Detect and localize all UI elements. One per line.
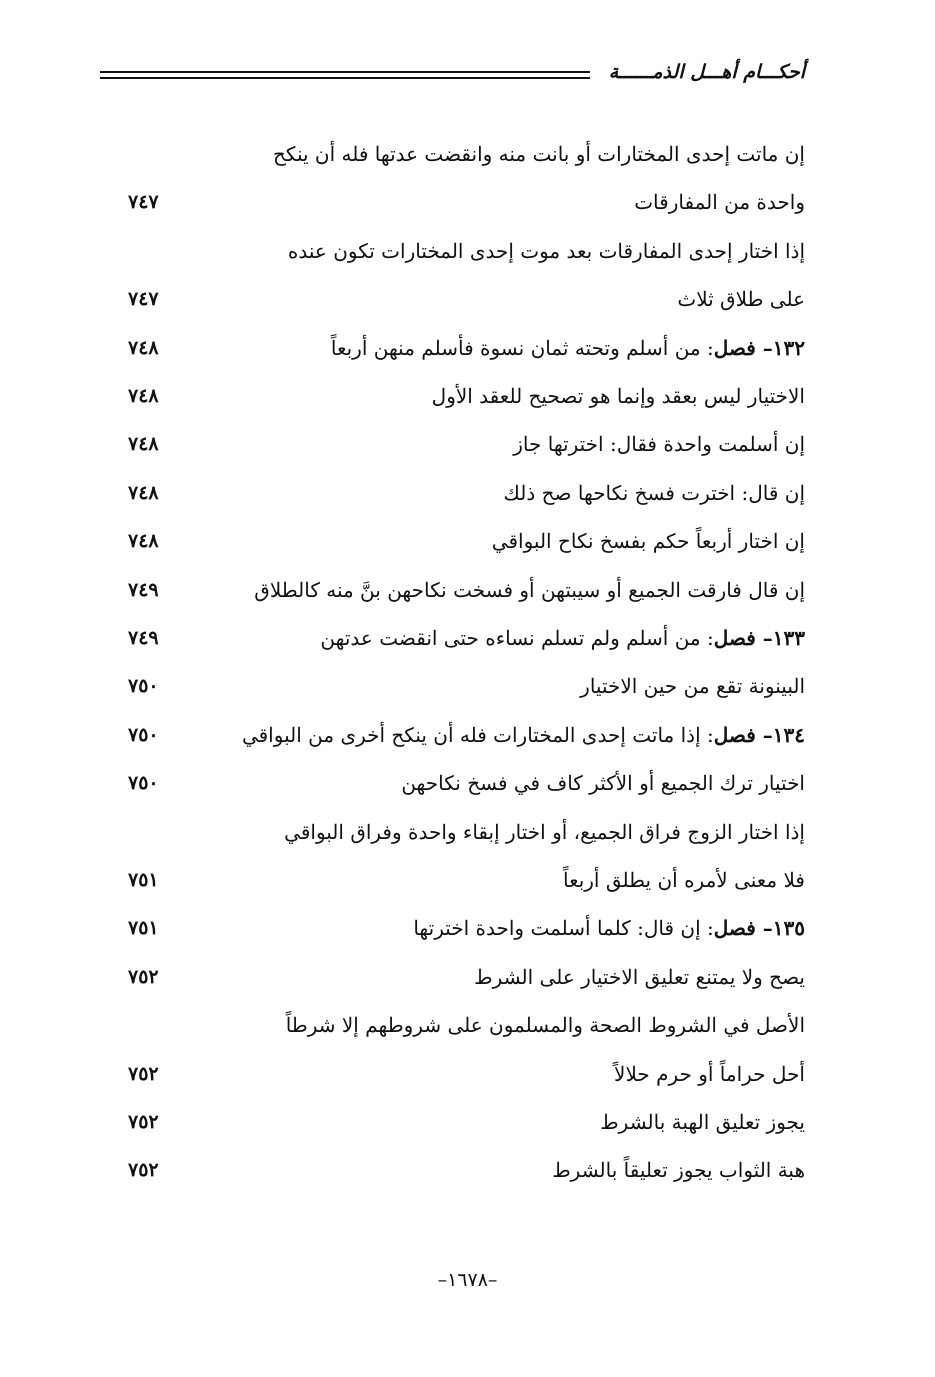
entry-title: إن أسلمت واحدة فقال: اخترتها جاز [513,432,805,457]
toc-entry [0,428,935,472]
entry-title: إذا اختار الزوج فراق الجميع، أو اختار إبقاء واحدة وفراق البواقي [284,819,805,844]
entry-title: إن ماتت إحدى المختارات أو بانت منه وانقضت عدتها فله أن ينكح [272,142,805,166]
toc-entry [0,719,935,763]
entry-page-number: ٧٤٩ [128,627,159,649]
entry-page-number: ٧٤٨ [128,433,159,456]
toc-entry-text [634,186,805,218]
toc-entry-text [273,138,805,170]
toc-entry-text [552,1154,805,1186]
toc-entry [0,477,935,521]
entry-title: على طلاق ثلاث [677,287,805,312]
section-label: فصل [713,722,756,747]
toc-entry-text [286,1009,805,1041]
toc-entry-text [677,283,805,315]
toc-entry-text [413,912,805,944]
entry-page-number: ٧٤٧ [128,288,159,311]
running-header [100,58,805,98]
running-title: أحكـــام أهـــل الذمــــــة [608,61,805,83]
section-label: فصل [713,335,756,360]
entry-page-number: ٧٤٧ [128,191,159,214]
toc-entry-text [474,961,805,993]
entry-page-number: ٧٤٨ [128,481,159,504]
entry-title: واحدة من المفارقات [634,190,805,215]
toc-entry-text [331,332,805,364]
toc-entry-text [432,380,805,412]
toc-entry [0,767,935,811]
toc-entry [0,1009,935,1053]
toc-entry [0,961,935,1005]
entry-title: إن قال: اخترت فسخ نكاحها صح ذلك [503,480,805,505]
entry-title: هبة الثواب يجوز تعليقاً بالشرط [552,1158,805,1183]
entry-page-number: ٧٥١ [128,869,159,891]
entry-page-number: ٧٤٨ [128,336,159,359]
entry-title: الأصل في الشروط الصحة والمسلمون على شروطهم إلا شرطاً [285,1013,805,1038]
entry-page-number: ٧٥٢ [128,1111,159,1133]
entry-title: : من أسلم وتحته ثمان نسوة فأسلم منهن أربعاً [330,335,714,360]
section-number: ١٣٢– [755,335,805,360]
section-number: ١٣٣– [755,626,805,650]
toc-entry-text [513,428,805,460]
entry-title: أحل حراماً أو حرم حلالاً [614,1061,805,1086]
entry-title: يصح ولا يمتنع تعليق الاختيار على الشرط [474,964,805,989]
entry-title: يجوز تعليق الهبة بالشرط [600,1110,805,1134]
toc-entry [0,138,935,182]
toc-entry [0,912,935,956]
toc-entry [0,574,935,618]
toc-entry [0,816,935,860]
entry-title: إن قال فارقت الجميع أو سيبتهن أو فسخت نكاحهن بنَّ منه كالطلاق [254,577,805,602]
header-double-rule [100,71,590,79]
toc-entry [0,670,935,714]
entry-title: : من أسلم ولم تسلم نساءه حتى انقضت عدتهن [320,626,714,650]
toc-entry-text [254,574,805,606]
entry-page-number: ٧٤٩ [128,578,159,601]
toc-entry-text [320,622,805,654]
toc-entry [0,1058,935,1102]
entry-title: البينونة تقع من حين الاختيار [580,674,805,699]
section-number: ١٣٤– [755,722,805,747]
entry-title: : إذا ماتت إحدى المختارات فله أن ينكح أخرى من البواقي [241,722,714,747]
entry-page-number: ٧٥٠ [128,772,159,795]
toc-entry [0,622,935,666]
entry-page-number: ٧٥٠ [128,723,159,746]
entry-page-number: ٧٥٠ [128,675,159,698]
toc-entry [0,864,935,908]
entry-title: اختيار ترك الجميع أو الأكثر كاف في فسخ نكاحهن [401,771,805,796]
entry-page-number: ٧٤٨ [128,385,159,407]
toc-entry [0,186,935,230]
toc-entry [0,380,935,424]
toc-entry-text [563,864,805,896]
entry-page-number: ٧٥٢ [128,1062,159,1085]
toc-entry-text [614,1058,805,1090]
toc-entry-text [600,1106,805,1138]
entry-page-number: ٧٤٨ [128,530,159,553]
toc-entry-text [503,477,805,509]
entry-title: الاختيار ليس بعقد وإنما هو تصحيح للعقد الأول [431,384,805,408]
toc-entry-text [580,670,805,702]
toc-entry-text [242,719,805,751]
section-label: فصل [713,916,756,941]
entry-page-number: ٧٥١ [128,917,159,940]
entry-title: إن اختار أربعاً حكم بفسخ نكاح البواقي [491,529,805,554]
toc-entry [0,1154,935,1198]
entry-title: إذا اختار إحدى المفارقات بعد موت إحدى المختارات تكون عنده [287,238,805,263]
toc-entry [0,283,935,327]
entry-page-number: ٧٥٢ [128,965,159,988]
toc-entry [0,332,935,376]
entry-title: فلا معنى لأمره أن يطلق أربعاً [562,868,805,892]
toc-entry-text [284,816,805,848]
toc-entry [0,235,935,279]
toc-entry [0,1106,935,1150]
page-number: –١٦٧٨– [437,1269,498,1291]
entry-page-number: ٧٥٢ [128,1159,159,1182]
toc-entry-text [288,235,805,267]
section-label: فصل [713,626,756,650]
entry-title: : إن قال: كلما أسلمت واحدة اخترتها [413,916,714,941]
toc-entry [0,525,935,569]
toc-entry-text [401,767,805,799]
toc-entry-text [492,525,805,557]
section-number: ١٣٥– [755,916,805,941]
